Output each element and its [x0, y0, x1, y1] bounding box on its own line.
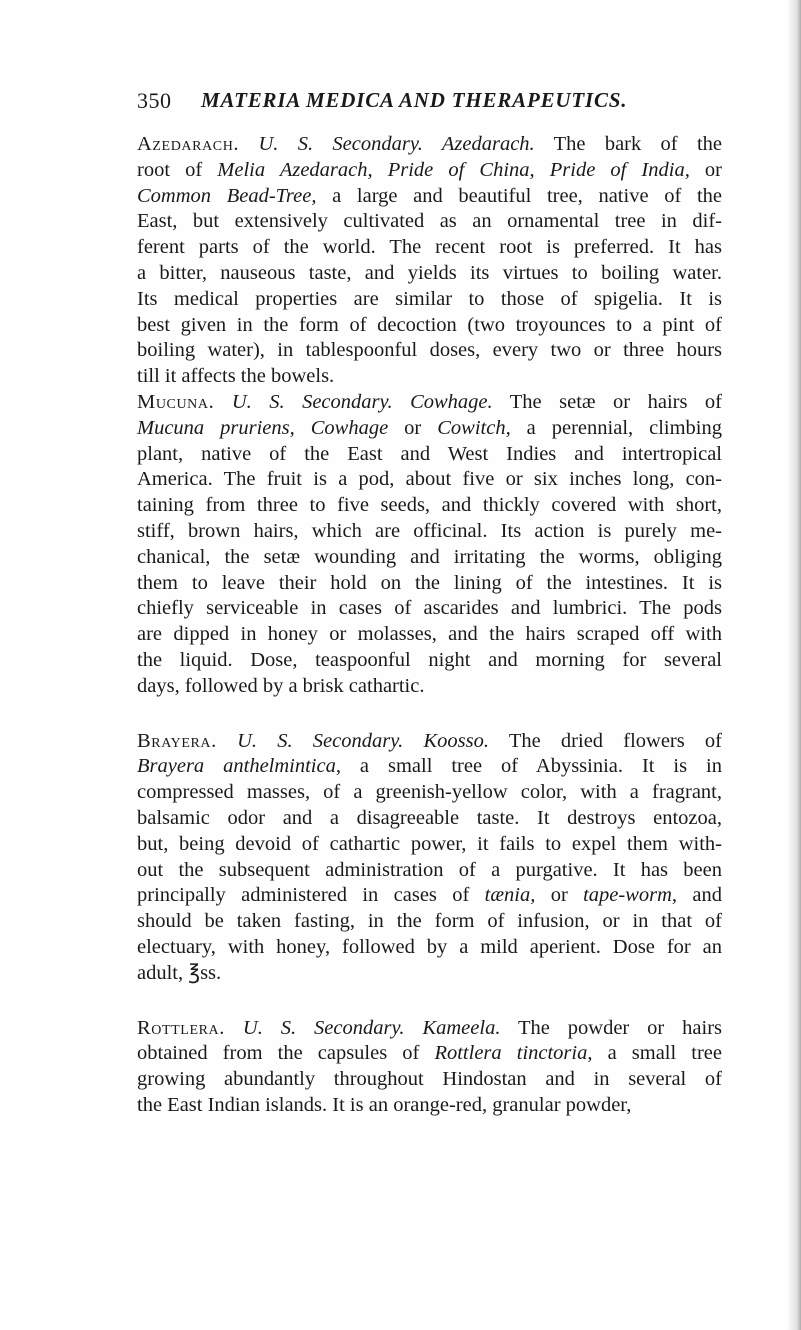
- italic-text: U. S. Secondary. Koosso.: [237, 729, 490, 752]
- text-run: balsamic odor and a disagreeable taste. It destroys entozoa,: [137, 806, 722, 829]
- text-line: [137, 648, 722, 674]
- text-line: [137, 935, 722, 961]
- text-run: the liquid. Dose, teaspoonful night and morning for several: [137, 648, 722, 671]
- text-line: [137, 961, 722, 987]
- text-line: [137, 858, 722, 884]
- text-run: or: [689, 158, 722, 181]
- text-line: [137, 390, 722, 416]
- text-line: [137, 519, 722, 545]
- italic-text: Melia Azedarach, Pride of China, Pride of India,: [217, 158, 690, 181]
- text-line: [137, 729, 722, 755]
- text-run: or: [388, 416, 438, 439]
- text-run: [217, 730, 237, 752]
- text-line: [137, 832, 722, 858]
- text-run: compressed masses, of a greenish-yellow color, with a fragrant,: [137, 781, 722, 804]
- text-run: stiff, brown hairs, which are officinal. Its action is purely me-: [137, 519, 722, 542]
- text-run: The bark of the: [534, 133, 722, 155]
- text-run: days, followed by a brisk cathartic.: [137, 674, 425, 697]
- text-line: [137, 780, 722, 806]
- text-run: best given in the form of decoction (two troyounces to a pint of: [137, 313, 722, 336]
- italic-text: Common Bead-Tree,: [137, 184, 317, 207]
- text-run: taining from three to five seeds, and thickly covered with short,: [137, 494, 722, 517]
- text-run: a large and beautiful tree, native of the: [316, 184, 723, 207]
- text-run: are dipped in honey or molasses, and the hairs scraped off with: [137, 623, 722, 646]
- page-header: [137, 88, 717, 118]
- text-line: [137, 287, 722, 313]
- text-run: growing abundantly throughout Hindostan and in several of: [137, 1068, 722, 1091]
- text-line: [137, 622, 722, 648]
- text-run: a bitter, nauseous taste, and yields its virtues to boiling water.: [137, 261, 722, 284]
- text-line: [137, 909, 722, 935]
- text-run: a small tree: [592, 1042, 722, 1065]
- italic-text: Mucuna pruriens, Cowhage: [137, 416, 389, 439]
- italic-text: U. S. Secondary. Cowhage.: [231, 390, 493, 413]
- italic-text: Cowitch,: [437, 416, 511, 439]
- text-line: [137, 209, 722, 235]
- text-line: [137, 1093, 722, 1119]
- running-head: MATERIA MEDICA AND THERAPEUTICS.: [201, 88, 628, 112]
- italic-text: Brayera anthelmintica,: [137, 755, 341, 778]
- text-line: [137, 493, 722, 519]
- text-line: [137, 674, 722, 700]
- drug-name: Azedarach.: [137, 133, 240, 155]
- text-run: principally administered in cases of: [137, 884, 485, 907]
- text-run: The dried flowers of: [489, 729, 722, 752]
- text-line: [137, 754, 722, 780]
- text-run: [239, 133, 258, 155]
- text-line: [137, 806, 722, 832]
- text-run: but, being devoid of cathartic power, it fails to expel them with-: [137, 832, 722, 855]
- text-run: root of: [137, 158, 218, 181]
- text-line: [137, 313, 722, 339]
- text-run: America. The fruit is a pod, about five or six inches long, con-: [137, 468, 722, 491]
- text-run: Its medical properties are similar to those of spigelia. It is: [137, 287, 722, 310]
- text-line: [137, 338, 722, 364]
- page-edge-shadow: [787, 0, 801, 1330]
- text-run: out the subsequent administration of a purgative. It has been: [137, 858, 722, 881]
- text-line: [137, 442, 722, 468]
- text-run: a perennial, climbing: [510, 416, 723, 439]
- text-run: them to leave their hold on the lining of the intestines. It is: [137, 571, 722, 594]
- entry-azedarach: [137, 132, 722, 390]
- italic-text: tænia,: [484, 884, 536, 907]
- text-run: obtained from the capsules of: [137, 1042, 435, 1065]
- text-line: [137, 883, 722, 909]
- text-line: [137, 261, 722, 287]
- text-run: ferent parts of the world. The recent root is preferred. It has: [137, 236, 722, 259]
- drug-name: Mucuna.: [137, 390, 215, 413]
- drug-name: Rottlera.: [137, 1016, 225, 1039]
- italic-text: Rottlera tinctoria,: [434, 1042, 593, 1065]
- italic-text: U. S. Secondary. Kameela.: [242, 1016, 501, 1039]
- text-run: should be taken fasting, in the form of infusion, or in that of: [137, 910, 722, 933]
- drug-name: Brayera.: [137, 729, 217, 752]
- italic-text: tape-worm,: [583, 884, 678, 907]
- text-run: [225, 1017, 243, 1039]
- text-run: and: [677, 884, 722, 907]
- text-run: or: [535, 884, 584, 907]
- text-run: boiling water), in tablespoonful doses, every two or three hours: [137, 339, 722, 362]
- text-line: [137, 1067, 722, 1093]
- text-run: chiefly serviceable in cases of ascarides and lumbrici. The pods: [137, 597, 722, 620]
- text-line: [137, 364, 722, 390]
- text-line: [137, 596, 722, 622]
- text-run: till it affects the bowels.: [137, 365, 335, 388]
- text-run: [214, 391, 231, 413]
- body-text: [137, 132, 722, 1119]
- text-run: the East Indian islands. It is an orange-red, granular powder,: [137, 1093, 632, 1116]
- text-run: adult, ℥ss.: [137, 961, 222, 984]
- entry-rottlera: [137, 1016, 722, 1119]
- text-line: [137, 158, 722, 184]
- text-line: [137, 467, 722, 493]
- text-line: [137, 416, 722, 442]
- text-run: East, but extensively cultivated as an ornamental tree in dif-: [137, 210, 722, 233]
- text-run: chanical, the setæ wounding and irritating the worms, obliging: [137, 545, 722, 568]
- entry-brayera: [137, 729, 722, 987]
- text-run: The powder or hairs: [500, 1016, 723, 1039]
- page-number: 350: [137, 88, 172, 113]
- italic-text: U. S. Secondary. Azedarach.: [258, 133, 535, 155]
- text-line: [137, 132, 722, 158]
- text-line: [137, 571, 722, 597]
- entry-mucuna: [137, 390, 722, 700]
- text-run: electuary, with honey, followed by a mild aperient. Dose for an: [137, 935, 722, 958]
- text-run: plant, native of the East and West Indies and intertropical: [137, 442, 722, 465]
- text-run: a small tree of Abyssinia. It is in: [340, 755, 722, 778]
- text-line: [137, 235, 722, 261]
- text-line: [137, 1016, 722, 1042]
- text-line: [137, 545, 722, 571]
- text-line: [137, 1041, 722, 1067]
- text-line: [137, 184, 722, 210]
- text-run: The setæ or hairs of: [492, 390, 722, 413]
